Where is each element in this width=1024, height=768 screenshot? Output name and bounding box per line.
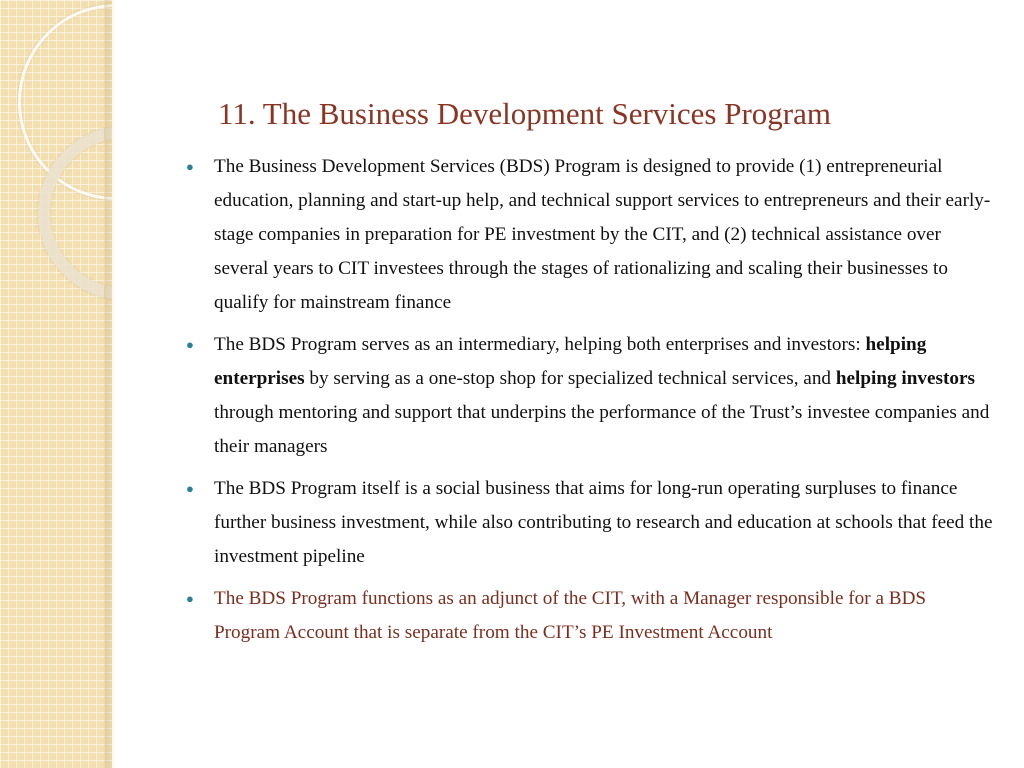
decorative-side-panel xyxy=(0,0,112,768)
bullet-text: The BDS Program functions as an adjunct of the CIT, with a Manager responsible for a BDS Program Account that is separate from the CIT’s PE Investment Account xyxy=(214,588,927,643)
side-panel-shadow xyxy=(104,0,116,768)
bullet-bold-text: helping investors xyxy=(835,368,975,389)
bullet-text: The Business Development Services (BDS) Program is designed to provide (1) entrepreneurial education, planning and start-up help, and technical support services to entrepreneurs and their early-stage companies in preparation for PE investment by the CIT, and (2) technical assistance over several years to CIT investees through the stages of rationalizing and scaling their businesses to qualify for mainstream finance xyxy=(214,156,991,313)
bullet-text-part: by serving as a one-stop shop for specialized technical services, and xyxy=(304,368,836,389)
bullet-bold-text: helping enterprises xyxy=(214,334,927,389)
bullet-item xyxy=(186,472,996,574)
slide-title: 11. The Business Development Services Program xyxy=(218,96,832,131)
bullet-list xyxy=(186,150,996,658)
bullet-dot-icon: ● xyxy=(186,337,194,352)
bullet-dot-icon: ● xyxy=(186,481,194,496)
bullet-dot-icon: ● xyxy=(186,591,194,606)
bullet-text-part: through mentoring and support that underpins the performance of the Trust’s investee companies and their managers xyxy=(214,402,990,457)
bullet-item xyxy=(186,150,996,320)
bullet-item xyxy=(186,582,996,650)
bullet-text: The BDS Program itself is a social business that aims for long-run operating surpluses to finance further business investment, while also contributing to research and education at schools that feed the investment pipeline xyxy=(214,478,993,567)
bullet-item xyxy=(186,328,996,464)
bullet-dot-icon: ● xyxy=(186,159,194,174)
bullet-text-part: The BDS Program serves as an intermediary, helping both enterprises and investors: xyxy=(214,334,866,355)
